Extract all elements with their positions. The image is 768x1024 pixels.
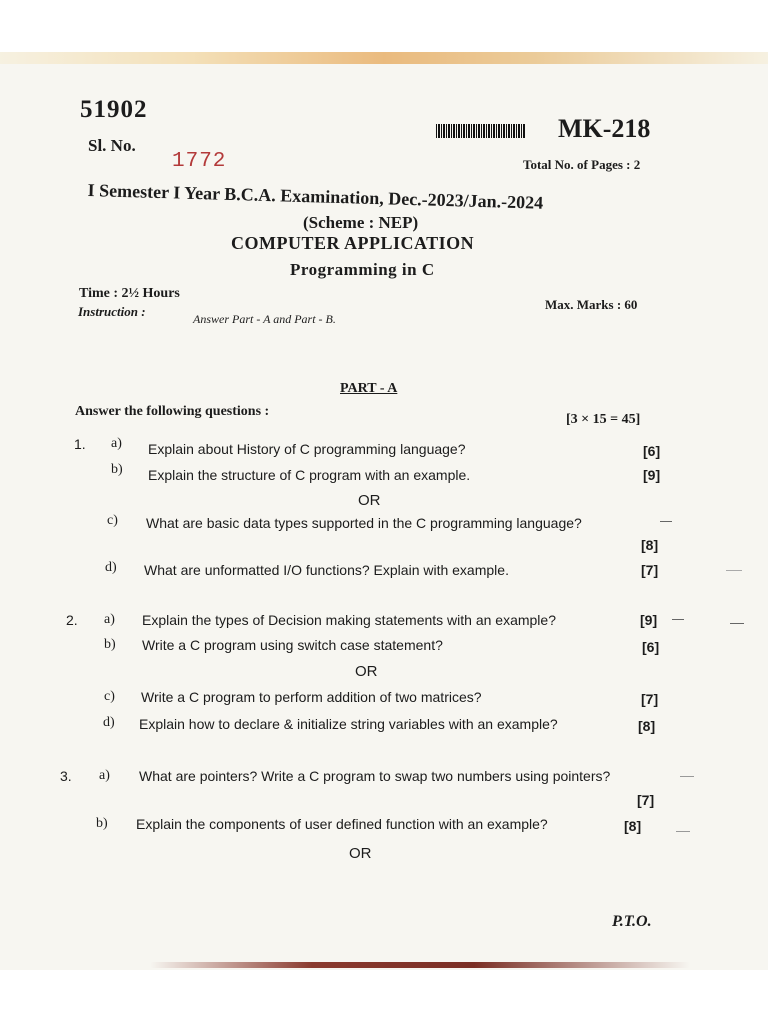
question-text: Explain the components of user defined function with an example? [136,816,548,832]
question-number: 1. [74,436,86,452]
question-marks: [8] [624,818,642,834]
question-letter: c) [107,513,118,528]
question-marks: [9] [643,467,661,483]
question-letter: a) [111,436,122,451]
question-letter: c) [104,689,115,704]
part-a-heading: PART - A [340,381,398,396]
question-letter: d) [103,715,115,730]
part-a-instruction: Answer the following questions : [75,404,270,419]
paper-bottom-edge [150,962,690,968]
question-marks: [6] [642,639,660,655]
question-marks: [8] [641,537,659,553]
pencil-mark [680,776,694,777]
question-text: What are basic data types supported in the C programming language? [146,515,582,531]
pencil-mark [672,619,684,620]
question-text: Explain the types of Decision making statements with an example? [142,612,556,628]
question-letter: b) [96,816,108,831]
subject-code: MK-218 [558,114,651,143]
subject-title: Programming in C [290,260,435,279]
serial-number-value: 1772 [172,150,227,173]
question-text: Explain the structure of C program with an example. [148,467,471,483]
part-a-total-marks: [3 × 15 = 45] [566,412,641,427]
scheme: (Scheme : NEP) [303,213,419,232]
question-text: Explain how to declare & initialize string variables with an example? [139,716,558,732]
pencil-mark [676,831,690,832]
question-marks: [8] [638,718,656,734]
serial-number-label: Sl. No. [88,136,136,155]
question-text: Write a C program using switch case statement? [142,637,443,653]
question-text: What are unformatted I/O functions? Explain with example. [144,562,509,578]
question-letter: a) [104,612,115,627]
question-number: 3. [60,768,72,784]
or-separator: OR [358,492,381,509]
question-letter: d) [105,560,117,575]
time-allowed: Time : 2½ Hours [79,286,180,301]
pto-label: P.T.O. [612,913,652,930]
question-letter: b) [111,462,123,477]
exam-title: I Semester I Year B.C.A. Examination, Dec.-2023/Jan.-2024 [87,180,544,213]
question-number: 2. [66,612,78,628]
question-marks: [7] [641,562,659,578]
question-marks: [9] [640,612,658,628]
question-marks: [7] [641,691,659,707]
pencil-mark [726,570,742,571]
question-marks: [6] [643,443,661,459]
or-separator: OR [355,663,378,680]
or-separator: OR [349,845,372,862]
question-text: Explain about History of C programming language? [148,441,466,457]
barcode-icon [436,124,526,138]
instruction-text: Answer Part - A and Part - B. [193,312,336,326]
total-pages: Total No. of Pages : 2 [523,157,641,172]
paper-top-edge [0,52,768,64]
question-text: What are pointers? Write a C program to swap two numbers using pointers? [139,768,611,784]
paper-code-number: 51902 [80,96,148,123]
max-marks: Max. Marks : 60 [545,297,638,312]
pencil-mark [660,521,672,522]
question-letter: a) [99,768,110,783]
pencil-mark [730,623,744,624]
department: COMPUTER APPLICATION [231,233,475,253]
question-letter: b) [104,637,116,652]
instruction-label: Instruction : [78,304,146,319]
question-text: Write a C program to perform addition of two matrices? [141,689,482,705]
question-marks: [7] [637,792,655,808]
